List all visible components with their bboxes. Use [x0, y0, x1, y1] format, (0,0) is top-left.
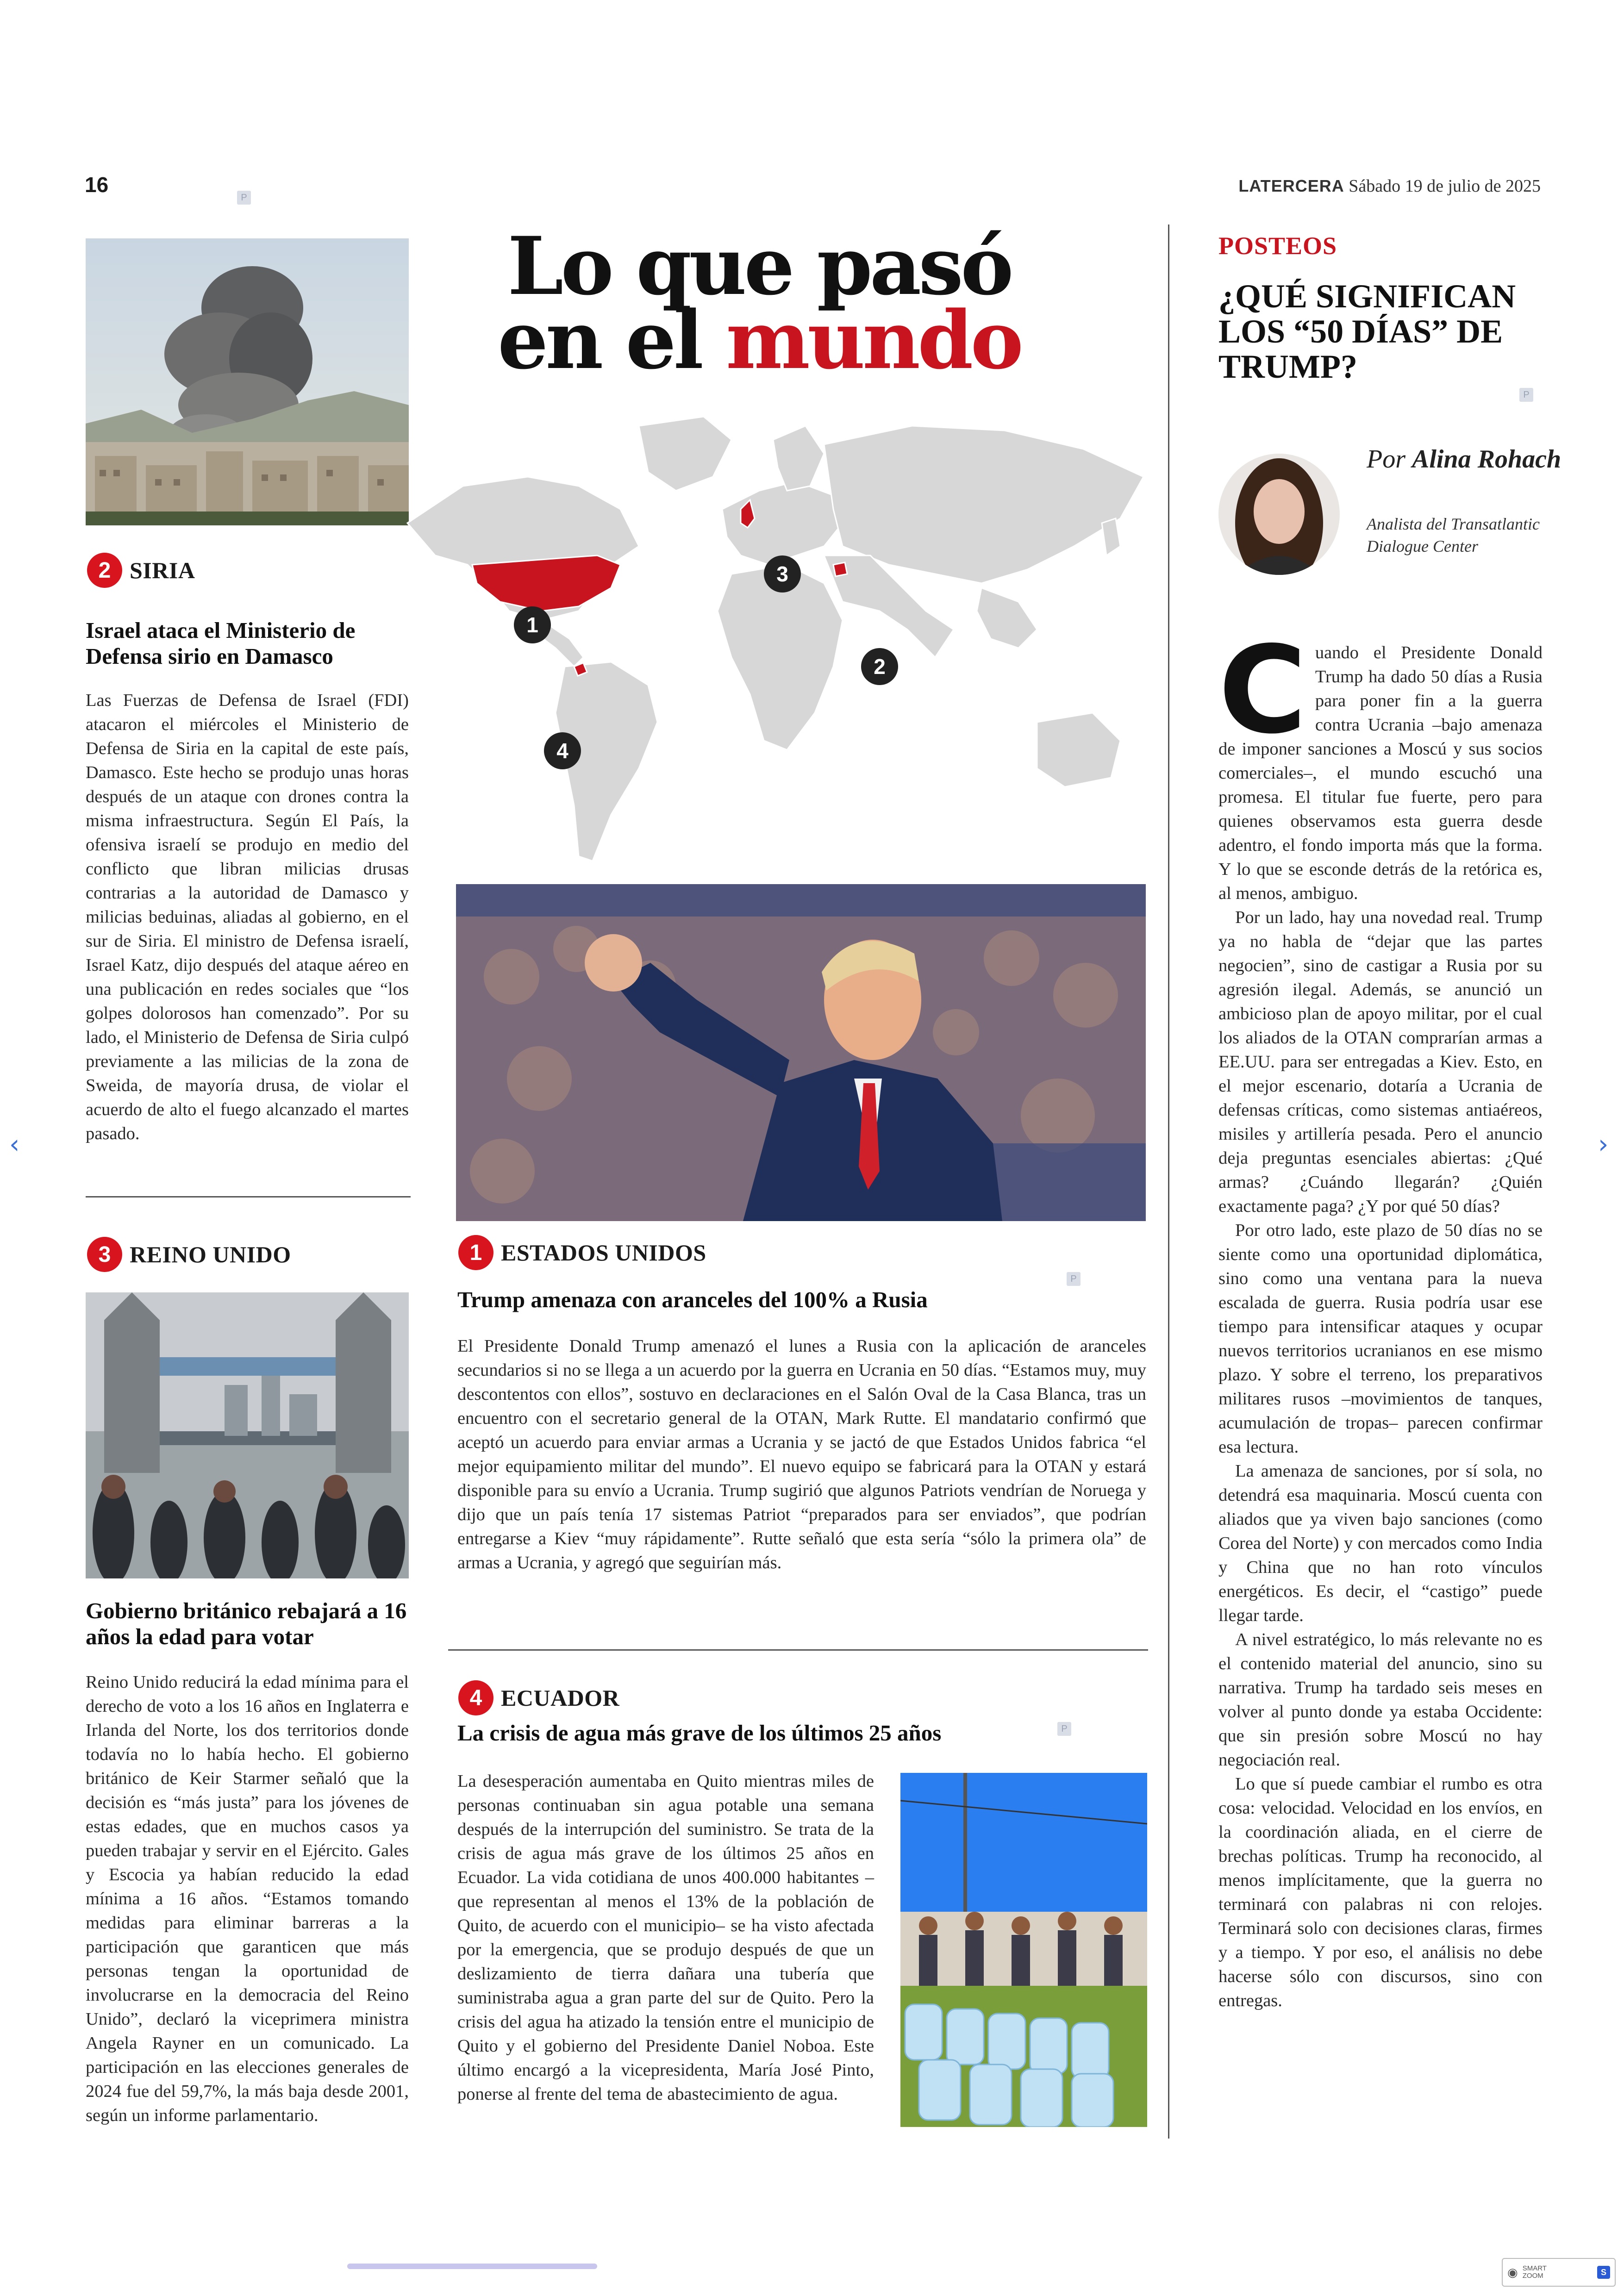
uk-number-badge: 3 — [87, 1237, 122, 1272]
author-byline: Por Alina Rohach — [1367, 445, 1562, 474]
page-marker-icon: P — [1067, 1272, 1081, 1286]
marker-4: 4 — [556, 739, 568, 763]
ecuador-number-badge: 4 — [458, 1680, 493, 1715]
ecuador-headline: La crisis de agua más grave de los últimos 25 años — [457, 1720, 942, 1746]
uk-section-label: REINO UNIDO — [130, 1241, 291, 1267]
left-column-divider — [86, 1196, 411, 1197]
dropcap: C — [1218, 621, 1307, 761]
siria-section-head — [87, 553, 195, 588]
map-title-line1: Lo que pasó — [507, 219, 1011, 313]
opinion-title: ¿QUÉ SIGNIFICAN LOS “50 DÍAS” DE TRUMP? — [1218, 278, 1516, 385]
opinion-paragraph: A nivel estratégico, lo más relevante no es el contenido material del anuncio, sino su narrativa. Trump ha tardado seis meses en volver al punto donde ya estaba Occidente: que sin presión sobre Moscú no hay negociación real. — [1218, 1630, 1543, 1770]
eye-icon: ◉ — [1507, 2265, 1518, 2279]
usa-body: El Presidente Donald Trump amenazó el lunes a Rusia con la aplicación de aranceles secundarios si no se llega a un acuerdo por la guerra en Ucrania en 50 días. “Estamos muy, muy descontentos con ellos”, sostuvo en declaraciones en el Salón Oval de la Casa Blanca, tras un encuentro con el secretario general de la OTAN, Mark Rutte. El mandatario confirmó que aceptó un acuerdo para enviar armas a Ucrania y se jactó de que Estados Unidos fabrica “el mejor equipamiento militar del mundo”. El nuevo equipo se fabricará para la OTAN y estará disponible para su envío a Ucrania. Trump sugirió que algunos Patriots vendrían de Noruega y dijo que un país tenía 17 sistemas Patriot “preparados para ser enviados”, que podrían entregarse a Kiev “muy rápidamente”. Rutte señaló que esta sería “sólo la primera ola” de armas a Ucrania, y agregó que seguirían más. — [457, 1336, 1146, 1572]
opinion-paragraph: La amenaza de sanciones, por sí sola, no detendrá esa maquinaria. Moscú cuenta con aliados que ya viven bajo sanciones (como Corea del Norte) y con mercados como India y China que no han roto vínculos energéticos. Es decir, el “castigo” puede llegar tarde. — [1218, 1461, 1543, 1625]
marker-1: 1 — [526, 613, 538, 637]
smart-zoom-badge: S — [1597, 2266, 1610, 2279]
author-avatar — [1218, 454, 1340, 575]
siria-headline: Israel ataca el Ministerio de Defensa sirio en Damasco — [86, 617, 356, 669]
uk-headline: Gobierno británico rebajará a 16 años la edad para votar — [86, 1598, 407, 1649]
publication-name: LATERCERA — [1238, 176, 1344, 195]
usa-headline: Trump amenaza con aranceles del 100% a Rusia — [457, 1287, 928, 1312]
siria-photo — [86, 238, 409, 525]
next-page-icon[interactable]: › — [1598, 1129, 1609, 1160]
page-marker-icon: P — [237, 191, 251, 205]
page-number: 16 — [85, 173, 109, 197]
map-title-highlight: mundo — [725, 293, 1021, 387]
author-name: Alina Rohach — [1412, 445, 1562, 474]
page-scrollbar[interactable] — [347, 2264, 597, 2269]
smart-zoom-label: SMART ZOOM — [1522, 2264, 1547, 2280]
opinion-paragraph: Lo que sí puede cambiar el rumbo es otra cosa: velocidad. Velocidad en los envíos, en la coordinación aliada, en el cierre de brechas políticas. Trump ha reconocido, al menos implícitamente, que la guerra no terminará con palabras ni con relojes. Terminará solo con decisiones claras, firmes y a tiempo. Y por eso, el análisis no debe hacerse sólo con discursos, sino con entregas. — [1218, 1774, 1543, 2010]
prev-page-icon[interactable]: ‹ — [9, 1129, 20, 1160]
usa-number-badge: 1 — [458, 1235, 493, 1270]
water-bottles-photo — [900, 1773, 1147, 2127]
author-role: Analista del Transatlantic Dialogue Center — [1367, 515, 1540, 555]
map-title — [458, 219, 1060, 387]
page-marker-icon: P — [1519, 388, 1533, 402]
opinion-body — [1218, 621, 1543, 2013]
ecuador-section-label: ECUADOR — [501, 1685, 620, 1711]
page-marker-icon: P — [1057, 1722, 1071, 1736]
opinion-paragraph: Cuando el Presidente Donald Trump ha dado 50 días a Rusia para poner fin a la guerra contra Ucrania –bajo amenaza de imponer sanciones a Moscú y sus socios comerciales–, el mundo escuchó una promesa. El titular fue fuerte, pero para quienes observamos esta guerra desde adentro, el fondo importa más que la forma. Y lo que se esconde detrás de la retórica es, al menos, ambiguo. — [1218, 621, 1543, 903]
ecuador-section-head — [458, 1680, 619, 1715]
opinion-column-divider — [1168, 225, 1169, 2139]
marker-2: 2 — [874, 655, 886, 679]
issue-date: Sábado 19 de julio de 2025 — [1349, 176, 1541, 196]
center-column-divider — [448, 1649, 1148, 1651]
opinion-paragraph: Por otro lado, este plazo de 50 días no se siente como una oportunidad diplomática, sino como una ventana para la nueva escalada de guerra. Rusia podría usar ese tiempo para intensificar ataques y ocupar nuevos territorios ucranianos en ese mismo plazo. Y sobre el terreno, los preparativos militares rusos –movimientos de tanques, acumulación de tropas– parecen confirmar esa lectura. — [1218, 1221, 1543, 1457]
usa-section-label: ESTADOS UNIDOS — [501, 1240, 706, 1266]
usa-section-head — [458, 1235, 706, 1270]
opinion-section-label: POSTEOS — [1218, 232, 1337, 260]
siria-section-label: SIRIA — [130, 557, 195, 583]
smart-zoom-button[interactable] — [1502, 2258, 1616, 2287]
uk-section-head — [87, 1237, 291, 1272]
opinion-paragraph: Por un lado, hay una novedad real. Trump ya no habla de “dejar que las partes negocien”, sino de castigar a Rusia por su agresión ilegal. Además, se anunció un ambicioso plan de apoyo militar, por el cual los aliados de la OTAN comprarían armas a EE.UU. para ser entregadas a Kiev. Esto, en el mejor escenario, dotaría a Ucrania de defensas críticas, como sistemas antiaéreos, misiles y artillería pesada. Pero el anuncio deja preguntas esenciales abiertas: ¿Qué armas? ¿Cuándo llegarán? ¿Quién exactamente paga? ¿Y por qué 50 días? — [1218, 908, 1543, 1216]
siria-body: Las Fuerzas de Defensa de Israel (FDI) atacaron el miércoles el Ministerio de Defensa de Siria en la capital de este país, Damasco. Este hecho se produjo unas horas después de un ataque con drones contra la misma infraestructura. Según El País, la ofensiva israelí se produjo en medio del conflicto que libran milicias drusas contrarias a la autoridad de Damasco y milicias beduinas, aliadas al gobierno, en el sur de Siria. El ministro de Defensa israelí, Israel Katz, dijo después del ataque aéreo en una publicación en redes sociales que “los golpes dolorosos han comenzado”. Por su lado, el Ministerio de Defensa de Siria culpó previamente a las milicias de la zona de Sweida, de mayoría drusa, de violar el acuerdo de alto el fuego alcanzado el martes pasado. — [86, 691, 409, 1143]
uk-body: Reino Unido reducirá la edad mínima para el derecho de voto a los 16 años en Inglaterra e Irlanda del Norte, los dos territorios donde todavía no lo había hecho. El gobierno británico de Keir Starmer señaló que la decisión es “más justa” para los jóvenes de estas edades, que en muchos casos ya pueden trabajar y servir en el Ejército. Gales y Escocia ya habían reducido la edad mínima a 16 años. “Estamos tomando medidas para eliminar barreras a la participación que garanticen que más personas tengan la oportunidad de involucrarse en la democracia del Reino Unido”, declaró la viceprimera ministra Angela Rayner en un comunicado. La participación en las elecciones generales de 2024 fue del 59,7%, la más baja desde 2001, según un informe parlamentario. — [86, 1672, 409, 2125]
tower-bridge-photo — [86, 1292, 409, 1578]
masthead — [1238, 176, 1541, 196]
ecuador-body: La desesperación aumentaba en Quito mientras miles de personas continuaban sin agua potable una semana después de la interrupción del suministro. Se trata de la crisis de agua más grave de los últimos 25 años en Ecuador. La vida cotidiana de unos 400.000 habitantes –que representan al menos el 13% de la población de Quito, de acuerdo con el municipio– se ha visto afectada por la emergencia, que se produjo después de que un deslizamiento de tierra dañara una tubería que suministraba agua a gran parte del sur de Quito. Pero la crisis del agua ha atizado la tensión entre el municipio de Quito y el gobierno del Presidente Daniel Noboa. Este último encargó a la vicepresidenta, María José Pinto, ponerse al frente del tema de abastecimiento de agua. — [457, 1771, 874, 2104]
marker-3: 3 — [776, 562, 788, 586]
world-map — [380, 370, 1162, 879]
siria-number-badge: 2 — [87, 553, 122, 588]
trump-photo — [456, 884, 1146, 1221]
map-title-line2: en el mundo — [497, 293, 1021, 387]
